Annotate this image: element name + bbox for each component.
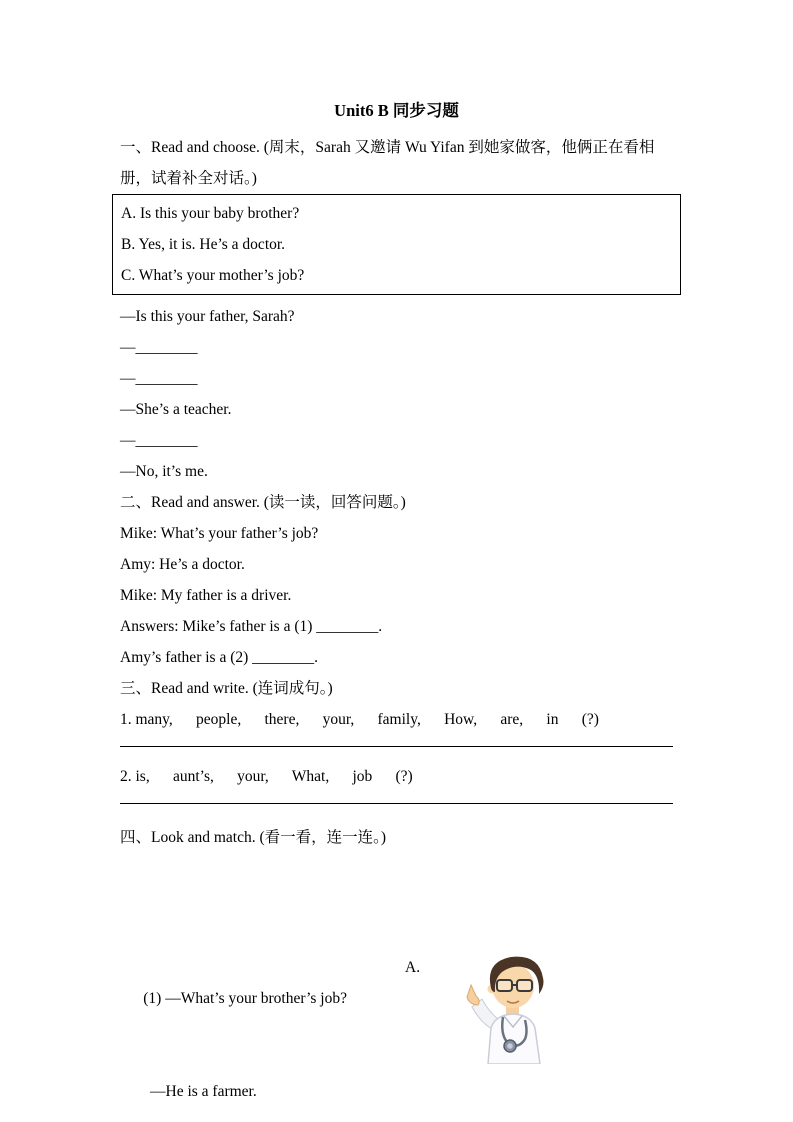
match-question-1: (1) —What’s your brother’s job? (143, 990, 347, 1007)
section1-heading: 一、Read and choose. (周末，Sarah 又邀请 Wu Yifan 到她家做客，他俩正在看相册，试着补全对话。) (120, 139, 655, 187)
answer-rule (120, 792, 673, 804)
page-title: Unit6 B 同步习题 (334, 101, 459, 120)
match-question-row (120, 952, 673, 1076)
option-b: B. Yes, it is. He’s a doctor. (121, 236, 286, 253)
dialogue-line: Mike: What’s your father’s job? (120, 525, 319, 542)
match-answer-1: —He is a farmer. (150, 1083, 257, 1100)
answer-line: Answers: Mike’s father is a (1) ________. (120, 618, 383, 635)
match-option-a-label: A. (405, 959, 421, 976)
dialogue-line: —She’s a teacher. (120, 401, 232, 418)
section3-heading: 三、Read and write. (连词成句。) (120, 680, 333, 697)
answer-line: Amy’s father is a (2) ________. (120, 649, 319, 666)
section4-heading: 四、Look and match. (看一看，连一连。) (120, 829, 387, 846)
rearrange-item-1: 1. many, people, there, your, family, How, are, in (?) (120, 711, 599, 728)
options-box (112, 194, 681, 295)
answer-rule (120, 735, 673, 747)
dialogue-line: Mike: My father is a driver. (120, 587, 292, 604)
match-section (120, 952, 673, 1107)
option-c: C. What’s your mother’s job? (121, 267, 305, 284)
section2-heading: 二、Read and answer. (读一读，回答问题。) (120, 494, 406, 511)
dialogue-line: —Is this your father, Sarah? (120, 308, 295, 325)
dialogue-blank: —________ (120, 370, 198, 387)
option-a: A. Is this your baby brother? (121, 205, 300, 222)
dialogue-blank: —________ (120, 339, 198, 356)
dialogue-line: Amy: He’s a doctor. (120, 556, 245, 573)
dialogue-line: —No, it’s me. (120, 463, 208, 480)
worksheet-page (120, 100, 673, 1107)
dialogue-blank: —________ (120, 432, 198, 449)
rearrange-item-2: 2. is, aunt’s, your, What, job (?) (120, 768, 413, 785)
